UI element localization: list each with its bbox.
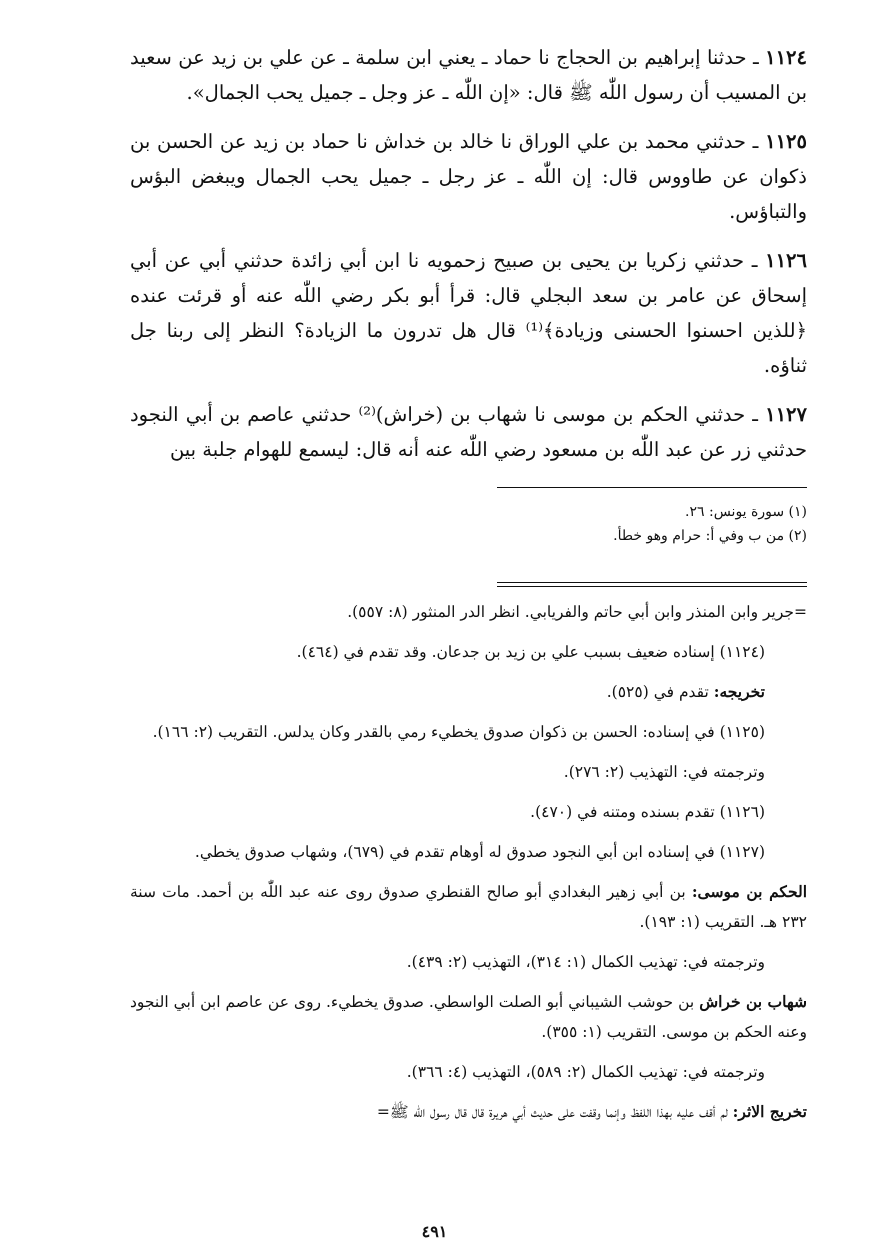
commentary	[130, 597, 807, 1127]
footnote-1: (١) سورة يونس: ٢٦.	[685, 504, 807, 520]
hadith-text: ـ حدثني زكريا بن يحيى بن صبيح زحمويه نا ابن أبي زائدة حدثني أبي عن أبي إسحاق عن عامر بن سعد البجلي قال: قرأ أبو بكر رضي اللّٰه عنه أو قرئت عنده ﴿للذين احسنوا الحسنى وزيادة﴾⁽¹⁾ قال هل تدرون ما الزيادة؟ النظر إلى ربنا جل ثناؤه.	[130, 249, 807, 377]
footnotes	[130, 500, 807, 548]
hadith-text: ـ حدثنا إبراهيم بن الحجاج نا حماد ـ يعني ابن سلمة ـ عن علي بن زيد عن سعيد بن المسيب أن رسول اللّٰه ﷺ قال: «إن اللّٰه ـ عز وجل ـ جميل يحب الجمال».	[130, 46, 807, 104]
hadith-number: ١١٢٥	[765, 130, 807, 153]
commentary-line: وترجمته في: تهذيب الكمال (٢: ٥٨٩)، التهذيب (٤: ٣٦٦).	[406, 1063, 765, 1081]
commentary-line: وترجمته في: تهذيب الكمال (١: ٣١٤)، التهذيب (٢: ٤٣٩).	[406, 953, 765, 971]
hadith-1124	[130, 40, 807, 110]
commentary-line: تخريجه: تقدم في (٥٢٥).	[606, 682, 765, 701]
hadith-text: ـ حدثني محمد بن علي الوراق نا خالد بن خداش نا حماد بن زيد عن الحسن بن ذكوان عن طاووس قال: إن اللّٰه ـ عز رجل ـ جميل يحب الجمال ويبغض البؤس والتباؤس.	[130, 130, 807, 223]
hadith-1125	[130, 124, 807, 229]
commentary-line: (١١٢٤) إسناده ضعيف بسبب علي بن زيد بن جدعان. وقد تقدم في (٤٦٤).	[296, 643, 765, 661]
commentary-line: وترجمته في: التهذيب (٢: ٢٧٦).	[563, 763, 765, 781]
footnote-2: (٢) من ب وفي أ: حرام وهو خطأ.	[613, 528, 807, 544]
commentary-line: شهاب بن خراش بن حوشب الشيباني أبو الصلت الواسطي. صدوق يخطيء. روى عن عاصم ابن أبي النجود وعنه الحكم بن موسى. التقريب (١: ٣٥٥).	[130, 992, 807, 1041]
hadith-1126	[130, 243, 807, 383]
commentary-line: (١١٢٧) في إسناده ابن أبي النجود صدوق له أوهام تقدم في (٦٧٩)، وشهاب صدوق يخطي.	[194, 843, 765, 861]
commentary-line: (١١٢٦) تقدم بسنده ومتنه في (٤٧٠).	[530, 803, 765, 821]
commentary-line: =جرير وابن المنذر وابن أبي حاتم والفريابي. انظر الدر المنثور (٨: ٥٥٧).	[347, 603, 807, 621]
hadith-number: ١١٢٧	[765, 403, 808, 426]
commentary-line: الحكم بن موسى: بن أبي زهير البغدادي أبو صالح القنطري صدوق روى عنه عبد اللّٰه بن أحمد. مات سنة ٢٣٢ هـ. التقريب (١: ١٩٣).	[130, 882, 807, 931]
hadith-number: ١١٢٦	[765, 249, 807, 272]
hadith-number: ١١٢٤	[765, 46, 807, 69]
hadith-1127	[130, 397, 807, 467]
hadith-text: ـ حدثني الحكم بن موسى نا شهاب بن (خراش)⁽²⁾ حدثني عاصم بن أبي النجود حدثني زر عن عبد اللّٰه بن مسعود رضي اللّٰه عنه أنه قال: ليسمع للهوام جلبة بين	[130, 403, 807, 461]
commentary-divider	[497, 582, 807, 587]
footnote-divider	[497, 487, 807, 488]
commentary-line: تخريج الاثر: لم أقف عليه بهذا اللفظ وإنما وقفت على حديث أبي هريرة قال قال رسول اللّٰه ﷺ=	[376, 1102, 807, 1121]
commentary-line: (١١٢٥) في إسناده: الحسن بن ذكوان صدوق يخطيء رمي بالقدر وكان يدلس. التقريب (٢: ١٦٦).	[152, 723, 765, 741]
main-text	[130, 40, 807, 467]
page-number: ٤٩١	[421, 1222, 448, 1241]
